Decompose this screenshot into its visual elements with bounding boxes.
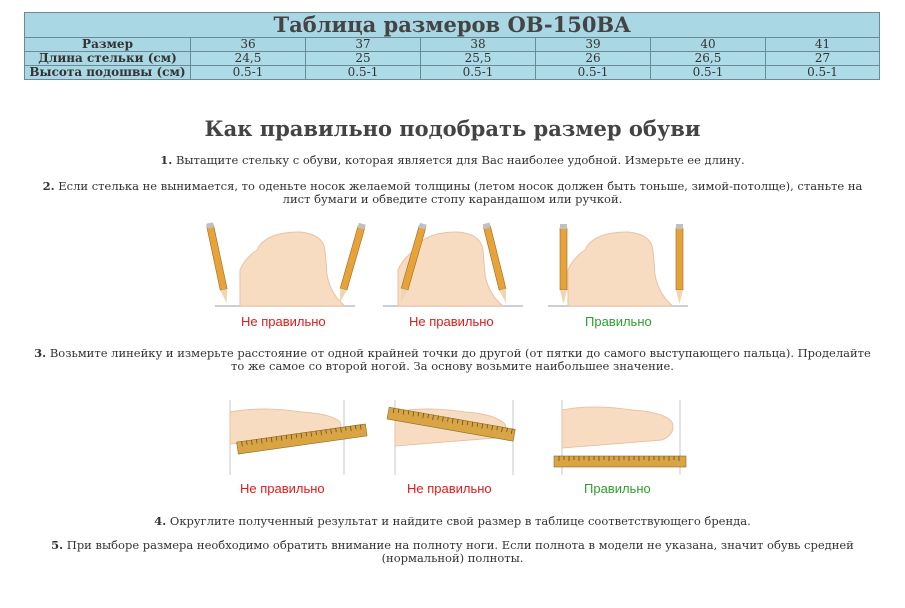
table-cell: 37	[306, 38, 421, 52]
step-2: 2. Если стелька не вынимается, то оденьте носок желаемой толщины (летом носок должен быть тоньше, зимой-потолще), станьте на лист бумаги и обведите стопу карандашом или ручкой.	[42, 179, 863, 206]
table-cell: 27	[766, 52, 880, 66]
foot-outline-wrong-1-illustration	[205, 220, 365, 315]
table-cell: 0.5-1	[421, 66, 536, 80]
table-cell: 25,5	[421, 52, 536, 66]
table-cell: 26	[536, 52, 651, 66]
pencil-label-wrong-2: Не правильно	[409, 314, 494, 329]
foot-outline-correct-illustration	[548, 220, 693, 315]
ruler-label-wrong-1: Не правильно	[240, 481, 325, 496]
row-header: Высота подошвы (см)	[25, 66, 191, 80]
table-cell: 0.5-1	[651, 66, 766, 80]
table-row	[25, 66, 880, 80]
ruler-measure-wrong-1-illustration	[222, 400, 372, 480]
table-cell: 40	[651, 38, 766, 52]
size-table	[24, 12, 880, 80]
foot-outline-wrong-2-illustration	[383, 220, 528, 315]
pencil-label-wrong-1: Не правильно	[241, 314, 326, 329]
table-cell: 0.5-1	[766, 66, 880, 80]
table-row	[25, 38, 880, 52]
table-cell: 25	[306, 52, 421, 66]
table-cell: 0.5-1	[536, 66, 651, 80]
ruler-label-correct: Правильно	[584, 481, 651, 496]
table-cell: 41	[766, 38, 880, 52]
step-4: 4. Округлите полученный результат и найдите свой размер в таблице соответствующего бренда.	[154, 514, 751, 528]
step-5: 5. При выборе размера необходимо обратить внимание на полноту ноги. Если полнота в модели не указана, значит обувь средней (нормальной) полноты.	[51, 538, 854, 565]
step-3: 3. Возьмите линейку и измерьте расстояние от одной крайней точки до другой (от пятки до самого выступающего пальца). Проделайте то же самое со второй ногой. За основу возьмите наибольшее значение.	[34, 346, 871, 373]
table-cell: 38	[421, 38, 536, 52]
step-1: 1. Вытащите стельку с обуви, которая является для Вас наиболее удобной. Измерьте ее длину.	[160, 153, 745, 167]
table-cell: 36	[191, 38, 306, 52]
row-header: Размер	[25, 38, 191, 52]
pencil-label-correct: Правильно	[585, 314, 652, 329]
guide-title: Как правильно подобрать размер обуви	[204, 116, 701, 141]
ruler-measure-correct-illustration	[552, 400, 692, 480]
row-header: Длина стельки (см)	[25, 52, 191, 66]
table-row	[25, 52, 880, 66]
table-cell: 0.5-1	[306, 66, 421, 80]
size-table-title: Таблица размеров OB-150BA	[25, 13, 880, 38]
table-cell: 26,5	[651, 52, 766, 66]
table-cell: 0.5-1	[191, 66, 306, 80]
ruler-measure-wrong-2-illustration	[385, 400, 525, 480]
table-cell: 24,5	[191, 52, 306, 66]
table-cell: 39	[536, 38, 651, 52]
ruler-label-wrong-2: Не правильно	[407, 481, 492, 496]
